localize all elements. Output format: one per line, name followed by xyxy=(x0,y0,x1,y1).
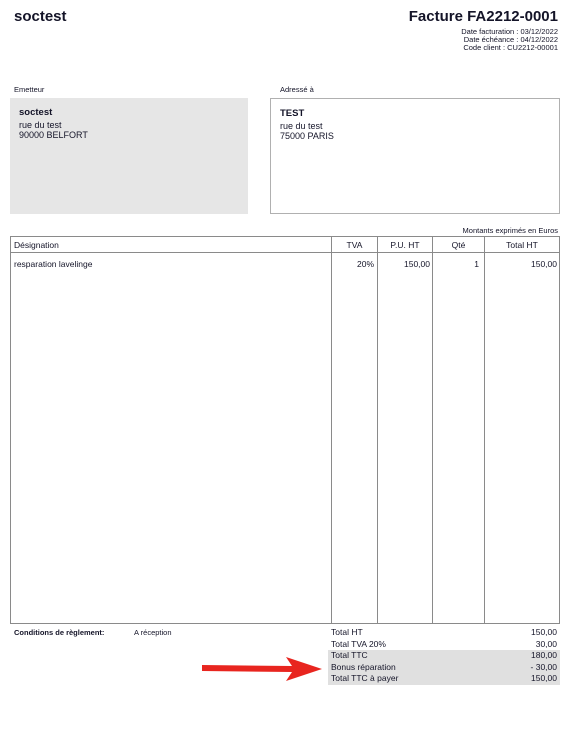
row-designation: resparation lavelinge xyxy=(14,259,93,269)
payment-terms-value: A réception xyxy=(134,628,172,637)
header-unit-price: P.U. HT xyxy=(390,240,420,250)
row-unit-price: 150,00 xyxy=(404,259,430,269)
company-name: soctest xyxy=(14,8,67,25)
payment-terms-label: Conditions de règlement: xyxy=(14,628,105,637)
row-quantity: 1 xyxy=(474,259,479,269)
total-value: 150,00 xyxy=(531,673,557,683)
total-label: Total HT xyxy=(331,627,363,637)
table-header-divider xyxy=(11,252,559,253)
totals-block xyxy=(328,627,560,685)
emitter-label: Emetteur xyxy=(14,85,45,94)
total-label: Total TVA 20% xyxy=(331,638,386,649)
items-table xyxy=(10,236,560,624)
total-value: - 30,00 xyxy=(530,661,557,672)
recipient-name: TEST xyxy=(280,108,305,119)
emitter-name: soctest xyxy=(19,107,53,118)
emitter-address-line2: 90000 BELFORT xyxy=(19,130,88,140)
bonus-repair-row xyxy=(328,662,560,674)
recipient-address-line1: rue du test xyxy=(280,121,323,131)
row-tva: 20% xyxy=(356,259,374,269)
column-divider xyxy=(377,237,378,623)
invoice-date: Date facturation : 03/12/2022 xyxy=(461,27,558,36)
total-ttc-row xyxy=(328,650,560,662)
red-arrow-icon xyxy=(200,655,324,683)
row-total-ht: 150,00 xyxy=(531,259,557,269)
due-date: Date échéance : 04/12/2022 xyxy=(463,35,558,44)
total-ht-row xyxy=(328,627,560,639)
total-label: Total TTC xyxy=(331,650,368,660)
total-value: 180,00 xyxy=(531,650,557,660)
header-quantity: Qté xyxy=(451,240,466,250)
header-total-ht: Total HT xyxy=(506,240,538,250)
total-value: 150,00 xyxy=(531,627,557,637)
total-label: Total TTC à payer xyxy=(331,673,399,683)
recipient-address-line2: 75000 PARIS xyxy=(280,131,334,141)
currency-note: Montants exprimés en Euros xyxy=(462,226,558,235)
client-code: Code client : CU2212-00001 xyxy=(463,43,558,52)
column-divider xyxy=(432,237,433,623)
column-divider xyxy=(331,237,332,623)
invoice-title: Facture FA2212-0001 xyxy=(408,8,558,25)
header-designation: Désignation xyxy=(14,240,59,250)
column-divider xyxy=(484,237,485,623)
total-tva-row xyxy=(328,639,560,651)
emitter-box xyxy=(10,98,248,214)
recipient-box xyxy=(270,98,560,214)
total-label: Bonus réparation xyxy=(331,661,396,672)
total-to-pay-row xyxy=(328,673,560,685)
total-value: 30,00 xyxy=(535,638,557,649)
invoice-meta xyxy=(461,28,558,52)
header-tva: TVA xyxy=(346,240,363,250)
recipient-label: Adressé à xyxy=(280,85,314,94)
emitter-address-line1: rue du test xyxy=(19,120,62,130)
